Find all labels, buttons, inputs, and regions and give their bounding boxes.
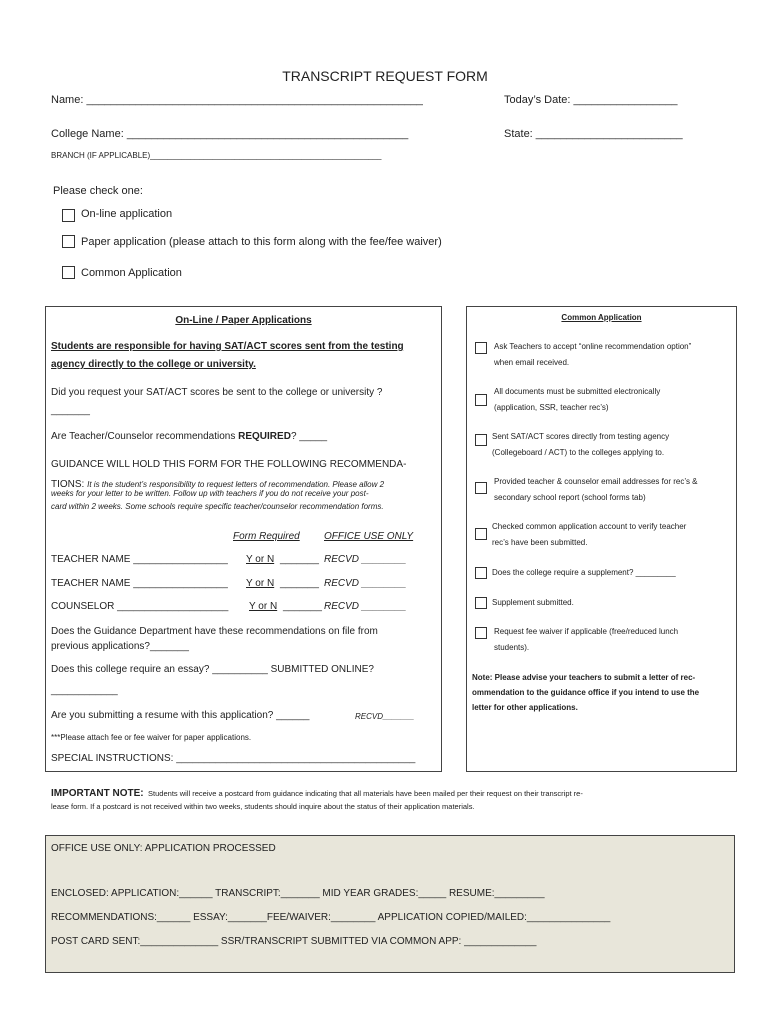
paper-label: Paper application (please attach to this form along with the fee/fee waiver) — [81, 236, 442, 248]
office-use-header: OFFICE USE ONLY — [324, 531, 414, 542]
ca-note-line1: Note: Please advise your teachers to submit a letter of rec- — [472, 673, 696, 682]
teacher-1-recvd[interactable]: RECVD ________ — [324, 554, 407, 565]
ca-item-3-line1: Sent SAT/ACT scores directly from testing agency — [492, 432, 670, 441]
college-field[interactable]: College Name: ______________________________________________ — [51, 128, 409, 140]
ca-item-3-checkbox[interactable] — [475, 434, 487, 446]
office-use-line2[interactable]: RECOMMENDATIONS:______ ESSAY:_______FEE/WAIVER:________ APPLICATION COPIED/MAILED:_______________ — [51, 912, 611, 923]
date-field[interactable]: Today’s Date: _________________ — [504, 94, 678, 106]
ca-item-2-line1: All documents must be submitted electronically — [494, 387, 661, 396]
counselor-tail: _______ — [283, 601, 322, 612]
right-panel-heading: Common Application — [561, 313, 642, 322]
guidance-question-line1: Does the Guidance Department have these recommendations on file from — [51, 626, 378, 637]
ca-item-1-line1: Ask Teachers to accept “online recommendation option” — [494, 342, 692, 351]
ca-item-5-line1: Checked common application account to verify teacher — [492, 522, 687, 531]
special-instructions[interactable]: SPECIAL INSTRUCTIONS: ___________________________________________ — [51, 753, 416, 764]
rec-question — [51, 431, 327, 442]
teacher-1-yn[interactable]: Y or N — [246, 554, 275, 565]
guidance-line3: weeks for your letter to be written. Follow up with teachers if you do not receive your post- — [51, 489, 369, 498]
counselor-recvd[interactable]: RECVD ________ — [324, 601, 407, 612]
rec-question-a: Are Teacher/Counselor recommendations — [51, 431, 239, 442]
ca-item-2-checkbox[interactable] — [475, 394, 487, 406]
resume-question[interactable]: Are you submitting a resume with this application? ______ — [51, 710, 310, 721]
students-note-line2: agency directly to the college or university. — [51, 359, 256, 370]
branch-field[interactable]: BRANCH (IF APPLICABLE)____________________________________________________ — [51, 151, 382, 160]
important-note-line1 — [51, 783, 583, 801]
office-use-line1[interactable]: ENCLOSED: APPLICATION:______ TRANSCRIPT:_______ MID YEAR GRADES:_____ RESUME:_________ — [51, 888, 545, 899]
counselor-yn[interactable]: Y or N — [249, 601, 278, 612]
ca-item-3-line2: (Collegeboard / ACT) to the colleges applying to. — [492, 448, 665, 457]
teacher-name-1[interactable]: TEACHER NAME _________________ — [51, 554, 228, 565]
rec-question-required: REQUIRED — [238, 431, 291, 442]
check-prompt: Please check one: — [53, 185, 143, 197]
guidance-line1: GUIDANCE WILL HOLD THIS FORM FOR THE FOLLOWING RECOMMENDA- — [51, 459, 407, 470]
ca-item-4-checkbox[interactable] — [475, 482, 487, 494]
ca-item-1-line2: when email received. — [494, 358, 570, 367]
sat-answer-blank[interactable]: _______ — [51, 405, 90, 416]
paper-checkbox[interactable] — [62, 235, 75, 248]
teacher-2-tail: _______ — [280, 578, 319, 589]
office-use-box — [45, 835, 735, 973]
resume-recvd[interactable]: RECVD_______ — [355, 712, 415, 721]
ca-note-line2: ommendation to the guidance office if you intend to use the — [472, 688, 700, 697]
ca-item-5-checkbox[interactable] — [475, 528, 487, 540]
common-app-label: Common Application — [81, 267, 182, 279]
teacher-2-yn[interactable]: Y or N — [246, 578, 275, 589]
guidance-line4: card within 2 weeks. Some schools require specific teacher/counselor recommendation forms. — [51, 502, 384, 511]
ca-item-7-line1: Supplement submitted. — [492, 598, 574, 607]
form-required-header: Form Required — [233, 531, 300, 542]
common-app-checkbox[interactable] — [62, 266, 75, 279]
guidance-italic-1: It is the student’s responsibility to request letters of recommendation. Please allow 2 — [87, 480, 385, 489]
name-field[interactable]: Name: _______________________________________________________ — [51, 94, 423, 106]
ca-item-5-line2: rec’s have been submitted. — [492, 538, 588, 547]
counselor-name[interactable]: COUNSELOR ____________________ — [51, 601, 229, 612]
ca-item-2-line2: (application, SSR, teacher rec’s) — [494, 403, 609, 412]
essay-blank[interactable]: ____________ — [51, 685, 118, 696]
office-use-title: OFFICE USE ONLY: APPLICATION PROCESSED — [51, 843, 276, 854]
essay-question[interactable]: Does this college require an essay? __________ SUBMITTED ONLINE? — [51, 664, 374, 675]
ca-item-7-checkbox[interactable] — [475, 597, 487, 609]
teacher-2-recvd[interactable]: RECVD ________ — [324, 578, 407, 589]
guidance-question-line2[interactable]: previous applications?_______ — [51, 641, 189, 652]
online-checkbox[interactable] — [62, 209, 75, 222]
ca-note-line3: letter for other applications. — [472, 703, 578, 712]
students-note-line1: Students are responsible for having SAT/ACT scores sent from the testing — [51, 341, 404, 352]
fee-note: ***Please attach fee or fee waiver for paper applications. — [51, 733, 252, 742]
ca-item-8-line2: students). — [494, 643, 530, 652]
teacher-name-2[interactable]: TEACHER NAME _________________ — [51, 578, 228, 589]
ca-item-6-line1[interactable]: Does the college require a supplement? _________ — [492, 568, 676, 577]
ca-item-8-checkbox[interactable] — [475, 627, 487, 639]
form-title: TRANSCRIPT REQUEST FORM — [282, 68, 488, 84]
ca-item-1-checkbox[interactable] — [475, 342, 487, 354]
state-field[interactable]: State: ________________________ — [504, 128, 683, 140]
important-note-line2: lease form. If a postcard is not received within two weeks, students should inquire about the status of their application materials. — [51, 802, 475, 811]
rec-question-blank[interactable]: ? _____ — [290, 431, 328, 442]
important-label: IMPORTANT NOTE: — [51, 788, 144, 799]
left-panel-heading: On-Line / Paper Applications — [175, 315, 312, 326]
guidance-tions: TIONS: — [51, 479, 88, 490]
office-use-line3[interactable]: POST CARD SENT:______________ SSR/TRANSCRIPT SUBMITTED VIA COMMON APP: _____________ — [51, 936, 537, 947]
ca-item-4-line2: secondary school report (school forms tab) — [494, 493, 646, 502]
teacher-1-tail: _______ — [280, 554, 319, 565]
ca-item-8-line1: Request fee waiver if applicable (free/reduced lunch — [494, 627, 679, 636]
important-text-1: Students will receive a postcard from guidance indicating that all materials have been mailed per their request on their transcript re- — [148, 789, 583, 798]
sat-question: Did you request your SAT/ACT scores be sent to the college or university ? — [51, 387, 383, 398]
ca-item-6-checkbox[interactable] — [475, 567, 487, 579]
online-label: On-line application — [81, 208, 173, 220]
ca-item-4-line1: Provided teacher & counselor email addresses for rec’s & — [494, 477, 698, 486]
